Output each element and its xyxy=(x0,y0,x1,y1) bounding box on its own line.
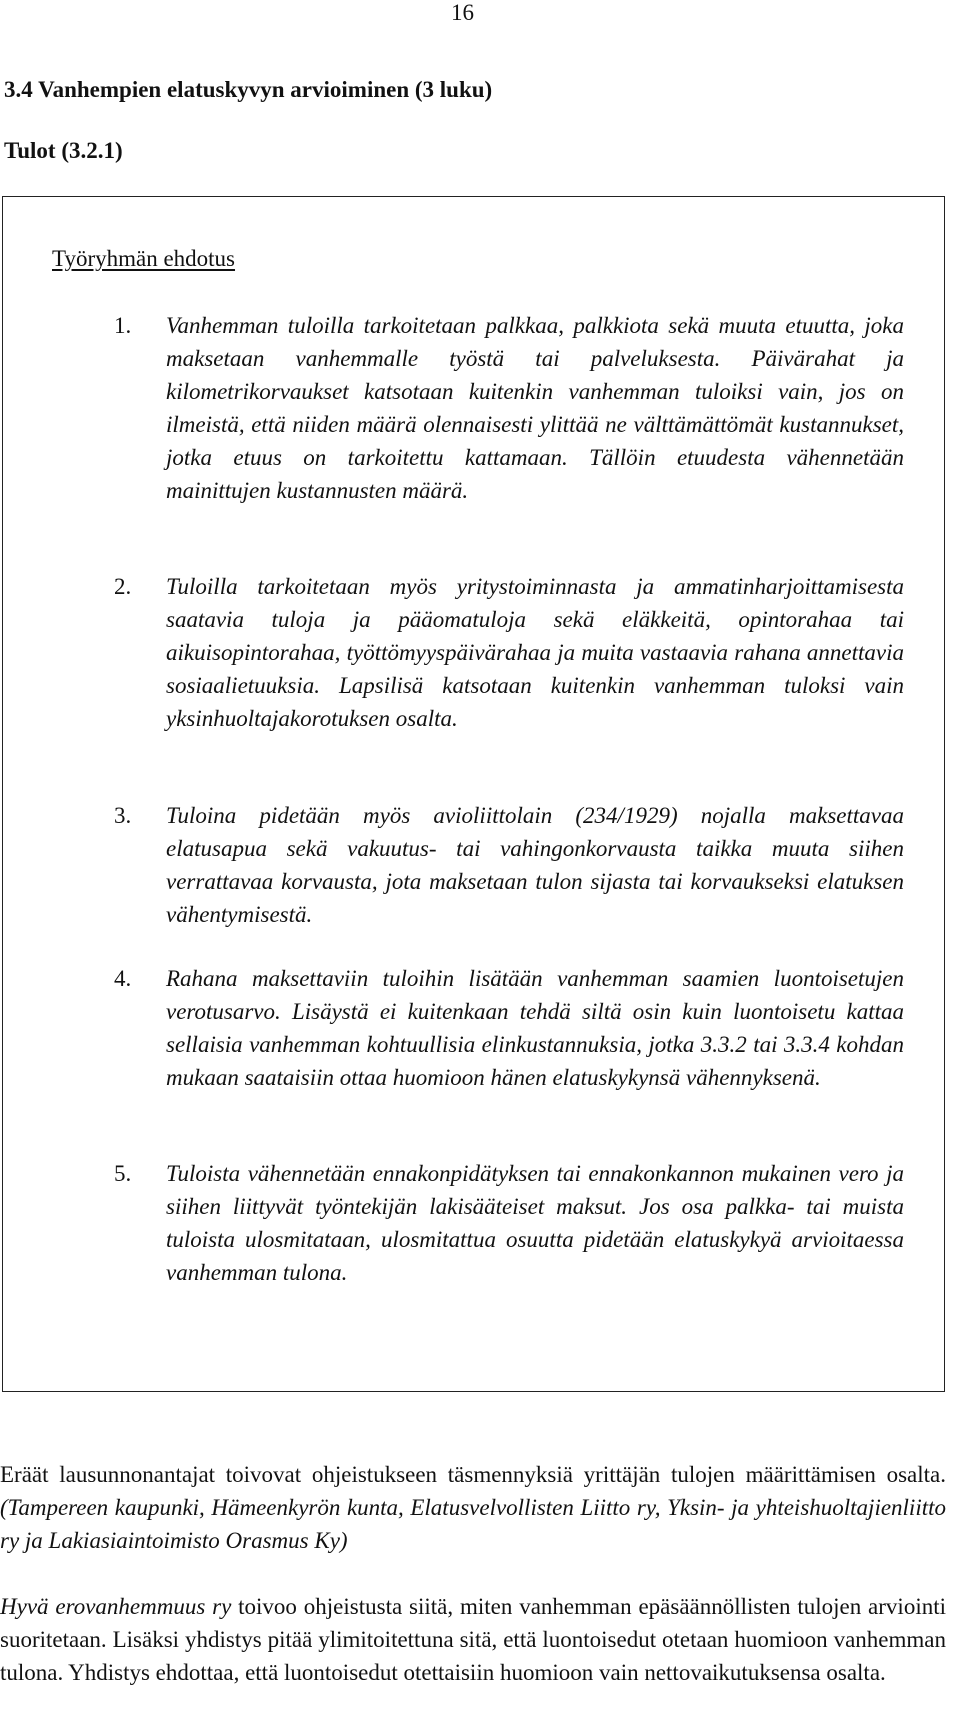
section-title: 3.4 Vanhempien elatuskyvyn arvioiminen (3 luku) xyxy=(4,77,493,102)
proposal-item xyxy=(108,570,904,735)
proposal-item xyxy=(108,962,904,1094)
paragraph-feedback-organization xyxy=(0,1590,946,1689)
proposal-heading: Työryhmän ehdotus xyxy=(52,246,236,271)
item-text: Tuloina pidetään myös avioliittolain (234/1929) nojalla maksettavaa elatusapua sekä vakuutus- tai vahingonkorvausta taikka muuta siihen verrattavaa korvausta, jota maksetaan tulon sijasta tai korvaukseksi elatuksen vähentymisestä. xyxy=(166,803,904,927)
item-number: 4. xyxy=(114,966,132,991)
item-text: Vanhemman tuloilla tarkoitetaan palkkaa, palkkiota sekä muuta etuutta, joka maksetaan vanhemmalle työstä tai palveluksesta. Päivärahat ja kilometrikorvaukset katsotaan kuitenkin vanhemman tuloiksi vain, jos on ilmeistä, että niiden määrä olennaisesti ylittää ne välttämättömät kustannukset, jotka etuus on tarkoitettu kattamaan. Tällöin etuudesta vähennetään mainittujen kustannusten määrä. xyxy=(166,313,904,503)
item-number: 5. xyxy=(114,1161,132,1186)
page-number: 16 xyxy=(451,0,474,25)
citation: (Tampereen kaupunki, Hämeenkyrön kunta, Elatusvelvollisten Liitto ry, Yksin- ja yhteishuoltajienliitto ry ja Lakiasiaintoimisto Orasmus Ky) xyxy=(0,1495,946,1553)
proposal-item xyxy=(108,1157,904,1289)
proposal-item xyxy=(108,799,904,931)
paragraph-text: toivoo ohjeistusta siitä, miten vanhemman epäsäännöllisten tulojen arviointi suoritetaan. Lisäksi yhdistys pitää ylimitoitettuna sitä, että luontoisedut otetaan huomioon vanhemman tulona. Yhdistys ehdottaa, että luontoisedut otettaisiin huomioon vain nettovaikutuksensa osalta. xyxy=(0,1594,946,1685)
proposal-item xyxy=(108,309,904,507)
item-number: 2. xyxy=(114,574,132,599)
item-number: 3. xyxy=(114,803,132,828)
item-text: Tuloista vähennetään ennakonpidätyksen tai ennakonkannon mukainen vero ja siihen liittyvät työntekijän lakisääteiset maksut. Jos osa palkka- tai muista tuloista ulosmitataan, ulosmitattua osuutta pidetään elatuskykyä arvioitaessa vanhemman tulona. xyxy=(166,1161,904,1285)
subsection-title: Tulot (3.2.1) xyxy=(4,138,123,163)
item-number: 1. xyxy=(114,313,132,338)
organization-name: Hyvä erovanhemmuus ry xyxy=(0,1594,232,1619)
item-text: Tuloilla tarkoitetaan myös yritystoiminnasta ja ammatinharjoittamisesta saatavia tuloja ja pääomatuloja sekä eläkkeitä, opintorahaa tai aikuisopintorahaa, työttömyyspäivärahaa ja muita vastaavia rahana annettavia sosiaalietuuksia. Lapsilisä katsotaan kuitenkin vanhemman tuloksi vain yksinhuoltajakorotuksen osalta. xyxy=(166,574,904,731)
paragraph-feedback-entrepreneurs xyxy=(0,1458,946,1557)
item-text: Rahana maksettaviin tuloihin lisätään vanhemman saamien luontoisetujen verotusarvo. Lisäystä ei kuitenkaan tehdä siltä osin kuin luontoisetu kattaa sellaisia vanhemman kohtuullisia elinkustannuksia, jotka 3.3.2 tai 3.3.4 kohdan mukaan saataisiin ottaa huomioon hänen elatuskykynsä vähennyksenä. xyxy=(166,966,904,1090)
paragraph-text: Eräät lausunnonantajat toivovat ohjeistukseen täsmennyksiä yrittäjän tulojen määrittämisen osalta. xyxy=(0,1462,946,1487)
